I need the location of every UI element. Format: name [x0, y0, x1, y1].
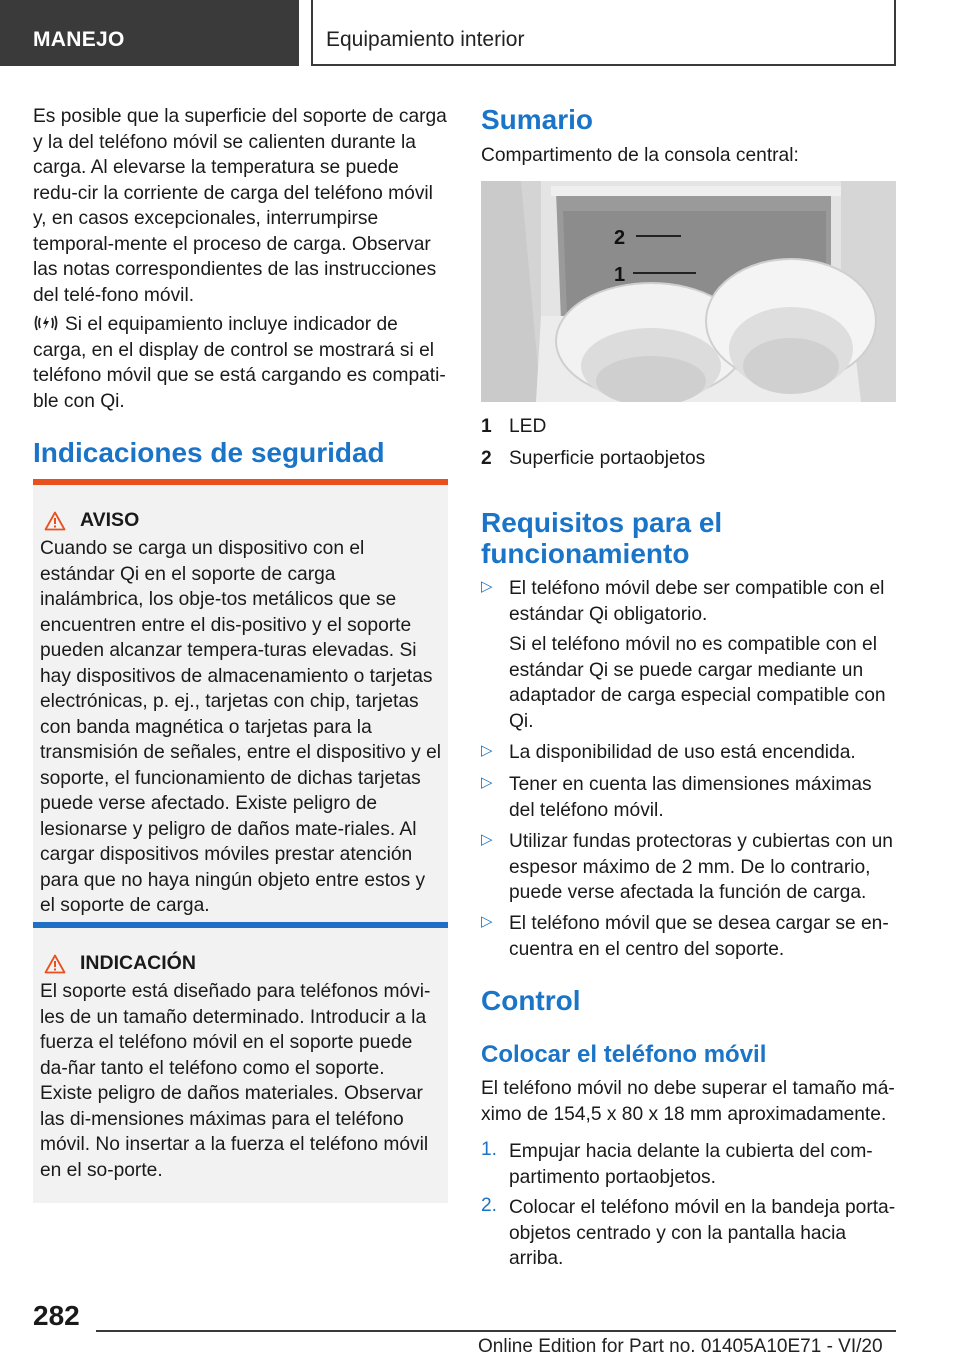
footer-divider: [96, 1330, 896, 1332]
place-intro: El teléfono móvil no debe superar el tamaño má-ximo de 154,5 x 80 x 18 mm aproximadamente.: [481, 1078, 895, 1125]
notice-triangle-icon: [44, 954, 66, 974]
triangle-bullet-icon: ▷: [481, 742, 493, 759]
notice-title: INDICACIÓN: [80, 952, 196, 974]
chapter-tab: [311, 0, 896, 66]
list-item-continuation: [481, 632, 896, 734]
requirements-heading: Requisitos para el funcionamiento: [481, 507, 723, 569]
warning-title-row: [40, 509, 442, 532]
list-item-text: El teléfono móvil debe ser compatible con el estándar Qi obligatorio.: [509, 578, 885, 625]
list-item-text: Si el teléfono móvil no es compatible con el estándar Qi se puede cargar mediante un adaptador de carga especial compatible con Qi.: [509, 634, 886, 732]
list-item-text: Tener en cuenta las dimensiones máximas del teléfono móvil.: [509, 774, 872, 821]
step-text: Empujar hacia delante la cubierta del com-partimento portaobjetos.: [509, 1141, 873, 1188]
list-item: [481, 772, 896, 823]
triangle-bullet-icon: ▷: [481, 831, 493, 848]
indicator-paragraph: [33, 312, 448, 414]
photo-label-1: 1: [614, 264, 626, 286]
notice-text: El soporte está diseñado para teléfonos móvi-les de un tamaño determinado. Introducir a la fuerza el teléfono móvil en el soporte puede da-ñar tanto el teléfono como el soporte. Existe peligro de daños materiales. Observar las di-mensiones máximas para el teléfono móvil. No insertar a la fuerza el teléfono móvil en el so-porte.: [40, 981, 431, 1181]
list-item: [481, 576, 896, 627]
triangle-bullet-icon: ▷: [481, 578, 493, 595]
list-item-text: El teléfono móvil que se desea cargar se en-cuentra en el centro del soporte.: [509, 913, 889, 960]
summary-heading: Sumario: [481, 104, 594, 135]
indicator-text: Si el equipamiento incluye indicador de carga, en el display de control se mostrará si el teléfono móvil que se está cargando es compati-ble con Qi.: [33, 314, 446, 412]
step-number: 2.: [481, 1195, 498, 1216]
notice-bar: [33, 922, 448, 928]
intro-paragraph: Es posible que la superficie del soporte de carga y la del teléfono móvil se calienten durante la carga. Al elevarse la temperatura se puede redu-cir la corriente de carga del teléfono móvil y, en casos excepcionales, interrumpirse temporal-mente el proceso de carga. Observar las notas correspondientes de las instrucciones del telé-fono móvil.: [33, 106, 447, 306]
chapter-title: Equipamiento interior: [326, 28, 525, 51]
wireless-charging-icon: [33, 314, 59, 332]
console-compartment-photo: [481, 181, 896, 402]
legend-number: 2: [481, 448, 492, 469]
notice-box: [33, 922, 448, 1203]
page-number: 282: [33, 1300, 80, 1331]
legend-text: LED: [509, 416, 547, 437]
list-item-text: La disponibilidad de uso está encendida.: [509, 742, 856, 763]
notice-title-row: [40, 952, 442, 975]
list-item-text: Utilizar fundas protectoras y cubiertas con un espesor máximo de 2 mm. De lo contrario, puede verse afectada la función de carga.: [509, 831, 893, 903]
legend-text: Superficie portaobjetos: [509, 448, 706, 469]
warning-bar: [33, 479, 448, 485]
legend-number: 1: [481, 416, 492, 437]
triangle-bullet-icon: ▷: [481, 913, 493, 930]
list-item: [481, 740, 896, 766]
warning-text: Cuando se carga un dispositivo con el estándar Qi en el soporte de carga inalámbrica, los obje-tos metálicos que se encuentren entre el dis-positivo y el soporte pueden alcanzar tempera-turas elevadas. Si hay dispositivos de almacenamiento o tarjetas electrónicas, p. ej., tarjetas con chip, tarjetas con banda magnética o tarjetas para la transmisión de señales, entre el dispositivo y el soporte, el funcionamiento de dichas tarjetas puede verse afectado. Existe peligro de lesionarse y peligro de daños mate-riales. Al cargar dispositivos móviles prestar atención para que no haya ningún objeto entre estos y el soporte de carga.: [40, 538, 442, 916]
list-item: [481, 829, 896, 906]
section-title: MANEJO: [33, 28, 125, 51]
section-tab: [0, 0, 299, 66]
safety-heading: Indicaciones de seguridad: [33, 437, 385, 468]
step-number: 1.: [481, 1139, 498, 1160]
place-heading: Colocar el teléfono móvil: [481, 1041, 767, 1068]
warning-title: AVISO: [80, 509, 140, 531]
warning-box: [33, 479, 448, 939]
step-item: [481, 1195, 896, 1272]
triangle-bullet-icon: ▷: [481, 774, 493, 791]
summary-intro: Compartimento de la consola central:: [481, 145, 799, 166]
step-text: Colocar el teléfono móvil en la bandeja porta-objetos centrado y con la pantalla hacia arriba.: [509, 1197, 896, 1269]
step-item: [481, 1139, 896, 1190]
warning-triangle-icon: [44, 511, 66, 531]
edition-text: Online Edition for Part no. 01405A10E71 - VI/20: [478, 1336, 883, 1357]
photo-label-2: 2: [614, 227, 626, 249]
list-item: [481, 911, 896, 962]
control-heading: Control: [481, 985, 581, 1016]
